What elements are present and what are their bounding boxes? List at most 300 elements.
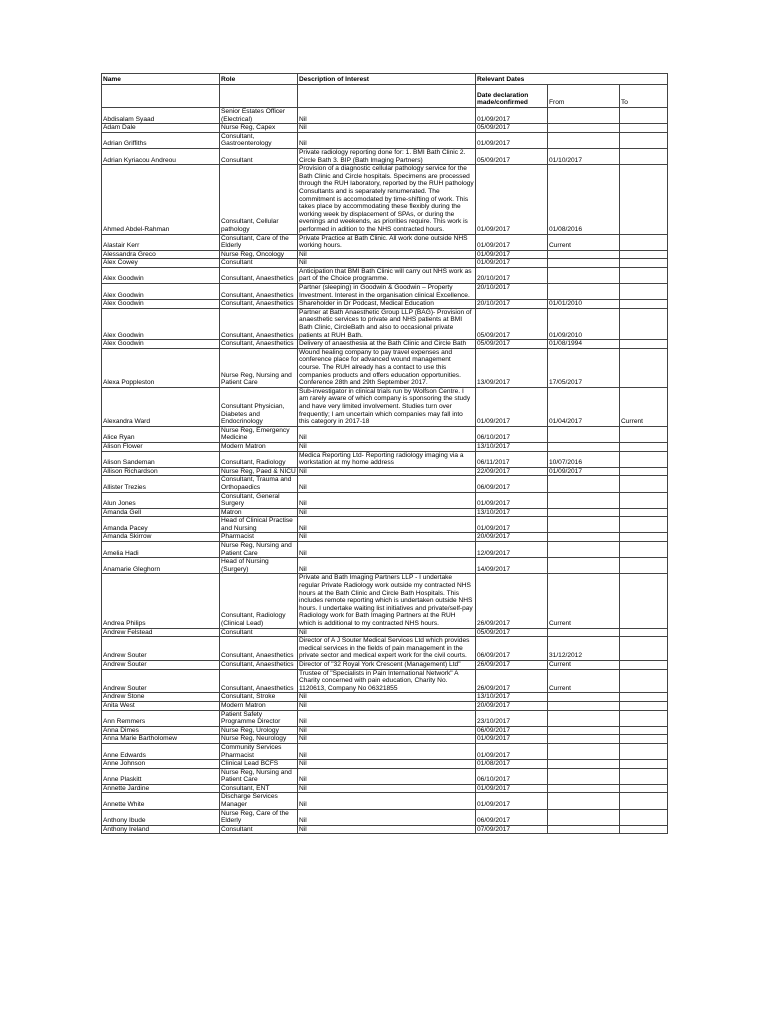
cell-to: [620, 308, 668, 339]
cell-from: [548, 693, 620, 702]
cell-from: [548, 250, 620, 259]
cell-role: Nurse Reg, Oncology: [220, 250, 298, 259]
cell-description: Nil: [298, 426, 476, 442]
cell-date-declaration: 20/10/2017: [476, 267, 548, 283]
cell-to: [620, 517, 668, 533]
cell-role: Consultant, Anaesthetics: [220, 284, 298, 300]
cell-to: [620, 259, 668, 268]
cell-name: Alastair Kerr: [102, 234, 220, 250]
cell-to: [620, 426, 668, 442]
cell-name: Alexa Poppleston: [102, 348, 220, 387]
table-row: [102, 574, 668, 628]
cell-from: [548, 492, 620, 508]
cell-role: Nurse Reg, Urology: [220, 726, 298, 735]
cell-description: Partner (sleeping) in Goodwin & Goodwin – Property Investment. Interest in the organisation clinical Excellence.: [298, 284, 476, 300]
cell-description: Nil: [298, 442, 476, 451]
table-row: [102, 148, 668, 164]
cell-role: Consultant, Anaesthetics: [220, 267, 298, 283]
table-row: [102, 124, 668, 133]
table-row: [102, 825, 668, 834]
table-row: [102, 467, 668, 476]
cell-description: Nil: [298, 132, 476, 148]
cell-to: [620, 710, 668, 726]
cell-to: [620, 793, 668, 809]
table-row: [102, 768, 668, 784]
cell-date-declaration: 26/09/2017: [476, 660, 548, 669]
cell-date-declaration: 23/10/2017: [476, 710, 548, 726]
cell-date-declaration: 01/09/2017: [476, 735, 548, 744]
cell-from: [548, 426, 620, 442]
cell-date-declaration: 01/09/2017: [476, 793, 548, 809]
cell-from: 01/01/2010: [548, 300, 620, 309]
table-row: [102, 628, 668, 637]
cell-name: Andrew Souter: [102, 660, 220, 669]
cell-name: Annette White: [102, 793, 220, 809]
cell-role: Nurse Reg, Nursing and Patient Care: [220, 768, 298, 784]
cell-from: [548, 284, 620, 300]
cell-date-declaration: 26/09/2017: [476, 669, 548, 693]
cell-from: [548, 542, 620, 558]
table-row: [102, 132, 668, 148]
cell-description: Nil: [298, 467, 476, 476]
col-header-name: Name: [102, 74, 220, 85]
cell-from: [548, 784, 620, 793]
cell-from: [548, 442, 620, 451]
cell-to: [620, 508, 668, 517]
cell-name: Adrian Kyriacou Andreou: [102, 148, 220, 164]
cell-from: [548, 743, 620, 759]
table-row: [102, 784, 668, 793]
cell-role: Consultant Physician, Diabetes and Endocrinology: [220, 387, 298, 426]
col-header-role: Role: [220, 74, 298, 85]
cell-description: Nil: [298, 735, 476, 744]
cell-from: [548, 517, 620, 533]
table-row: [102, 387, 668, 426]
cell-date-declaration: 13/10/2017: [476, 442, 548, 451]
cell-name: Andrew Souter: [102, 637, 220, 661]
table-row: [102, 735, 668, 744]
table-row: [102, 517, 668, 533]
cell-description: Nil: [298, 784, 476, 793]
cell-description: Nil: [298, 825, 476, 834]
table-row: [102, 542, 668, 558]
col-header-description-spacer: [298, 85, 476, 108]
cell-description: Nil: [298, 533, 476, 542]
cell-description: Nil: [298, 793, 476, 809]
cell-role: Consultant, Care of the Elderly: [220, 234, 298, 250]
cell-name: Abdisalam Syaad: [102, 108, 220, 124]
cell-to: [620, 124, 668, 133]
cell-date-declaration: 05/09/2017: [476, 340, 548, 349]
cell-to: [620, 451, 668, 467]
cell-to: [620, 628, 668, 637]
cell-date-declaration: 13/09/2017: [476, 348, 548, 387]
cell-role: Consultant, Cellular pathology: [220, 165, 298, 234]
cell-role: Community Services Pharmacist: [220, 743, 298, 759]
cell-date-declaration: 06/10/2017: [476, 768, 548, 784]
cell-role: Nurse Reg, Nursing and Patient Care: [220, 542, 298, 558]
cell-name: Anamarie Gleghorn: [102, 558, 220, 574]
cell-to: [620, 542, 668, 558]
cell-date-declaration: 01/09/2017: [476, 250, 548, 259]
cell-name: Anne Johnson: [102, 760, 220, 769]
cell-description: Nil: [298, 693, 476, 702]
cell-description: Partner at Bath Anaesthetic Group LLP (BAG)- Provision of anaesthetic services to private and NHS patients at BMI Bath Clinic, CircleBath and also to occasional private patients at RUH Bath.: [298, 308, 476, 339]
cell-description: Nil: [298, 492, 476, 508]
cell-name: Alison Flower: [102, 442, 220, 451]
cell-description: Nil: [298, 250, 476, 259]
cell-to: [620, 148, 668, 164]
cell-from: [548, 476, 620, 492]
cell-date-declaration: 01/09/2017: [476, 234, 548, 250]
cell-name: Anne Edwards: [102, 743, 220, 759]
cell-from: [548, 760, 620, 769]
table-row: [102, 259, 668, 268]
cell-from: 17/05/2017: [548, 348, 620, 387]
col-header-role-spacer: [220, 85, 298, 108]
cell-role: Head of Nursing (Surgery): [220, 558, 298, 574]
table-row: [102, 451, 668, 467]
cell-from: [548, 825, 620, 834]
cell-from: Current: [548, 234, 620, 250]
cell-description: Nil: [298, 476, 476, 492]
cell-from: [548, 124, 620, 133]
cell-date-declaration: 20/10/2017: [476, 300, 548, 309]
cell-date-declaration: 13/10/2017: [476, 693, 548, 702]
cell-date-declaration: 01/09/2017: [476, 165, 548, 234]
table-row: [102, 669, 668, 693]
cell-name: Andrew Stone: [102, 693, 220, 702]
cell-from: 31/12/2012: [548, 637, 620, 661]
cell-from: [548, 108, 620, 124]
cell-to: [620, 340, 668, 349]
table-row: [102, 760, 668, 769]
cell-from: [548, 259, 620, 268]
cell-date-declaration: 12/09/2017: [476, 542, 548, 558]
cell-description: Nil: [298, 726, 476, 735]
cell-role: Consultant, ENT: [220, 784, 298, 793]
cell-name: Anna Dimes: [102, 726, 220, 735]
cell-description: Private radiology reporting done for: 1. BMI Bath Clinic 2. Circle Bath 3. BIP (Bath Imaging Partners): [298, 148, 476, 164]
table-row: [102, 533, 668, 542]
cell-name: Anna Marie Bartholomew: [102, 735, 220, 744]
cell-name: Alex Goodwin: [102, 267, 220, 283]
declarations-table: [101, 73, 668, 834]
cell-description: Medica Reporting Ltd- Reporting radiology imaging via a workstation at my home address: [298, 451, 476, 467]
table-row: [102, 637, 668, 661]
cell-to: [620, 760, 668, 769]
cell-description: Nil: [298, 710, 476, 726]
cell-to: [620, 768, 668, 784]
cell-date-declaration: 06/10/2017: [476, 426, 548, 442]
col-header-name-spacer: [102, 85, 220, 108]
cell-name: Anthony Ibude: [102, 809, 220, 825]
cell-date-declaration: 13/10/2017: [476, 508, 548, 517]
cell-role: Nurse Reg, Nursing and Patient Care: [220, 348, 298, 387]
table-row: [102, 809, 668, 825]
table-row: [102, 660, 668, 669]
cell-role: Matron: [220, 508, 298, 517]
cell-name: Alexandra Ward: [102, 387, 220, 426]
cell-date-declaration: 01/09/2017: [476, 784, 548, 793]
cell-to: [620, 476, 668, 492]
cell-role: Consultant, Anaesthetics: [220, 300, 298, 309]
cell-from: [548, 793, 620, 809]
cell-date-declaration: 01/09/2017: [476, 492, 548, 508]
col-header-from: From: [548, 85, 620, 108]
col-header-description: Description of Interest: [298, 74, 476, 85]
table-row: [102, 508, 668, 517]
cell-to: [620, 784, 668, 793]
cell-name: Andrew Felstead: [102, 628, 220, 637]
cell-role: Head of Clinical Practise and Nursing: [220, 517, 298, 533]
cell-to: [620, 165, 668, 234]
cell-name: Anthony Ireland: [102, 825, 220, 834]
cell-description: Wound healing company to pay travel expenses and conference place for advanced wound management course. The RUH already has a contact to use this companies products and offers education opportunities. Conference 28th and 29th September 2017.: [298, 348, 476, 387]
cell-role: Senior Estates Officer (Electrical): [220, 108, 298, 124]
cell-to: Current: [620, 387, 668, 426]
cell-description: Nil: [298, 768, 476, 784]
table-row: [102, 267, 668, 283]
cell-role: Consultant, Stroke: [220, 693, 298, 702]
cell-to: [620, 825, 668, 834]
cell-date-declaration: 07/09/2017: [476, 825, 548, 834]
cell-role: Consultant, Anaesthetics: [220, 308, 298, 339]
cell-role: Nurse Reg, Paed & NICU: [221, 467, 296, 475]
cell-description: Trustee of "Specialists in Pain International Network" A Charity concerned with pain education, Charity No. 1120613, Company No 06321855: [298, 669, 476, 693]
col-header-date-declaration: Date declaration made/confirmed: [476, 85, 548, 108]
cell-to: [620, 726, 668, 735]
cell-name: Allison Richardson: [102, 467, 220, 476]
cell-name: Allister Trezies: [102, 476, 220, 492]
cell-name: Adam Dale: [102, 124, 220, 133]
cell-to: [620, 348, 668, 387]
cell-name: Amanda Gell: [102, 508, 220, 517]
cell-name: Alex Cowey: [102, 259, 220, 268]
cell-date-declaration: 06/09/2017: [476, 637, 548, 661]
cell-description: Anticipation that BMI Bath Clinic will carry out NHS work as part of the Choice programme.: [298, 267, 476, 283]
cell-from: [548, 132, 620, 148]
cell-date-declaration: 01/09/2017: [476, 132, 548, 148]
cell-from: Current: [548, 669, 620, 693]
cell-description: Nil: [298, 628, 476, 637]
cell-description: Director of "32 Royal York Crescent (Management) Ltd": [298, 660, 476, 669]
table-row: [102, 284, 668, 300]
cell-role: Consultant, Anaesthetics: [220, 340, 298, 349]
cell-name: Andrew Souter: [102, 669, 220, 693]
cell-date-declaration: 22/09/2017: [476, 467, 548, 476]
cell-role: Clinical Lead BCFS: [220, 760, 298, 769]
cell-date-declaration: 05/09/2017: [476, 628, 548, 637]
cell-name: Andrea Philips: [102, 574, 220, 628]
cell-to: [620, 637, 668, 661]
cell-description: Nil: [298, 517, 476, 533]
cell-name: Alex Goodwin: [102, 300, 220, 309]
cell-description: Nil: [298, 809, 476, 825]
cell-date-declaration: 26/09/2017: [476, 574, 548, 628]
cell-role: Consultant, Radiology: [220, 451, 298, 467]
cell-role: Consultant, Gastroenterology: [220, 132, 298, 148]
cell-role: Nurse Reg, Emergency Medicine: [220, 426, 298, 442]
cell-to: [620, 467, 668, 476]
cell-date-declaration: 06/09/2017: [476, 476, 548, 492]
table-row: [102, 165, 668, 234]
cell-role: Consultant, General Surgery: [220, 492, 298, 508]
cell-to: [620, 669, 668, 693]
table-body: [102, 108, 668, 834]
cell-role: Consultant: [220, 148, 298, 164]
cell-role: Discharge Services Manager: [220, 793, 298, 809]
cell-date-declaration: 14/09/2017: [476, 558, 548, 574]
table-row: [102, 476, 668, 492]
cell-description: Delivery of anaesthesia at the Bath Clinic and Circle Bath: [298, 340, 476, 349]
cell-role: Consultant: [220, 628, 298, 637]
cell-from: [548, 508, 620, 517]
cell-role: Consultant, Anaesthetics: [220, 660, 298, 669]
col-header-to: To: [620, 85, 668, 108]
cell-name: Amanda Pacey: [102, 517, 220, 533]
cell-to: [620, 743, 668, 759]
cell-from: 10/07/2016: [548, 451, 620, 467]
cell-to: [620, 693, 668, 702]
cell-from: [548, 267, 620, 283]
cell-from: 01/09/2010: [548, 308, 620, 339]
cell-to: [620, 250, 668, 259]
cell-to: [620, 442, 668, 451]
table-row: [102, 300, 668, 309]
cell-name: Alex Goodwin: [102, 340, 220, 349]
cell-description: Nil: [298, 124, 476, 133]
cell-description: Nil: [298, 259, 476, 268]
table-row: [102, 442, 668, 451]
cell-to: [620, 809, 668, 825]
cell-from: 01/10/2017: [548, 148, 620, 164]
cell-description: Nil: [298, 542, 476, 558]
table-row: [102, 726, 668, 735]
cell-name: Alun Jones: [102, 492, 220, 508]
cell-date-declaration: 01/09/2017: [476, 259, 548, 268]
cell-from: [548, 701, 620, 710]
table-row: [102, 426, 668, 442]
cell-to: [620, 492, 668, 508]
cell-description: Sub-investigator in clinical trials run by Wolfson Centre. I am rarely aware of which company is sponsoring the study and have very limited involvement. Studies turn over frequently; I am uncertain which companies may fall into this category in 2017-18: [298, 387, 476, 426]
table-row: [102, 108, 668, 124]
cell-to: [620, 234, 668, 250]
cell-from: [548, 533, 620, 542]
cell-from: [548, 558, 620, 574]
cell-name: Alex Goodwin: [102, 284, 220, 300]
cell-role: Pharmacist: [220, 533, 298, 542]
cell-name: Annette Jardine: [102, 784, 220, 793]
cell-from: 01/08/1994: [548, 340, 620, 349]
cell-role: Consultant, Anaesthetics: [220, 637, 298, 661]
cell-name: Alison Sandeman: [102, 451, 220, 467]
cell-to: [620, 533, 668, 542]
cell-from: [548, 768, 620, 784]
cell-name: Adrian Griffiths: [102, 132, 220, 148]
cell-description: Private and Bath Imaging Partners LLP - I undertake regular Private Radiology work outside my contracted NHS hours at the Bath Clinic and Circle Bath Hospitals. This includes remote reporting which is undertaken outside NHS hours. I undertake waiting list initiatives and private/self-pay Radiology work for Bath Imaging Partners at the RUH which is additional to my contracted NHS hours.: [298, 574, 476, 628]
cell-role: Patient Safety Programme Director: [220, 710, 298, 726]
cell-role: Nurse Reg, Care of the Elderly: [220, 809, 298, 825]
cell-from: 01/08/2016: [548, 165, 620, 234]
cell-role: Consultant, Radiology (Clinical Lead): [220, 574, 298, 628]
table-row: [102, 492, 668, 508]
cell-to: [620, 735, 668, 744]
cell-description: Shareholder in Dr Podcast, Medical Education: [298, 300, 476, 309]
cell-to: [620, 574, 668, 628]
table-row: [102, 348, 668, 387]
cell-from: 01/04/2017: [548, 387, 620, 426]
cell-to: [620, 108, 668, 124]
table-row: [102, 693, 668, 702]
header-row-sub: [102, 85, 668, 108]
cell-role: Consultant: [220, 259, 298, 268]
cell-to: [620, 284, 668, 300]
cell-description: Private Practice at Bath Clinic. All work done outside NHS working hours.: [298, 234, 476, 250]
cell-name: Anita West: [102, 701, 220, 710]
cell-to: [620, 267, 668, 283]
table-row: [102, 250, 668, 259]
cell-date-declaration: 01/09/2017: [476, 743, 548, 759]
cell-name: Alice Ryan: [102, 426, 220, 442]
cell-description: Nil: [298, 558, 476, 574]
cell-date-declaration: 20/10/2017: [476, 284, 548, 300]
cell-description: Nil: [298, 108, 476, 124]
cell-description: Nil: [298, 508, 476, 517]
table-row: [102, 340, 668, 349]
cell-name: Amanda Skirrow: [102, 533, 220, 542]
table-row: [102, 793, 668, 809]
cell-role: Nurse Reg, Capex: [220, 124, 298, 133]
col-header-relevant-dates: Relevant Dates: [476, 74, 668, 85]
cell-from: [548, 809, 620, 825]
table-row: [102, 710, 668, 726]
cell-role: Consultant: [220, 825, 298, 834]
header-row-main: [102, 74, 668, 85]
table-row: [102, 743, 668, 759]
table-row: [102, 308, 668, 339]
cell-from: Current: [548, 660, 620, 669]
cell-to: [620, 132, 668, 148]
cell-date-declaration: 01/09/2017: [476, 387, 548, 426]
cell-name: Amelia Hadi: [102, 542, 220, 558]
cell-date-declaration: 20/09/2017: [476, 533, 548, 542]
cell-from: 01/09/2017: [548, 467, 620, 476]
cell-name: Ann Remmers: [102, 710, 220, 726]
cell-date-declaration: 01/08/2017: [476, 760, 548, 769]
cell-description: Nil: [298, 760, 476, 769]
cell-role: Nurse Reg, Neurology: [220, 735, 298, 744]
cell-date-declaration: 05/09/2017: [476, 124, 548, 133]
cell-name: Ahmed Abdel-Rahman: [102, 165, 220, 234]
cell-to: [620, 558, 668, 574]
cell-date-declaration: 01/09/2017: [476, 108, 548, 124]
table-row: [102, 234, 668, 250]
cell-date-declaration: 06/09/2017: [476, 726, 548, 735]
cell-role: Consultant, Anaesthetics: [220, 669, 298, 693]
cell-role: Modern Matron: [220, 701, 298, 710]
cell-to: [620, 701, 668, 710]
cell-from: [548, 628, 620, 637]
cell-role: Modern Matron: [220, 442, 298, 451]
cell-description: Nil: [298, 701, 476, 710]
cell-role: Consultant, Trauma and Orthopaedics: [220, 476, 298, 492]
cell-date-declaration: 05/09/2017: [476, 148, 548, 164]
cell-to: [620, 300, 668, 309]
cell-from: [548, 726, 620, 735]
cell-from: Current: [548, 574, 620, 628]
cell-name: Alex Goodwin: [102, 308, 220, 339]
